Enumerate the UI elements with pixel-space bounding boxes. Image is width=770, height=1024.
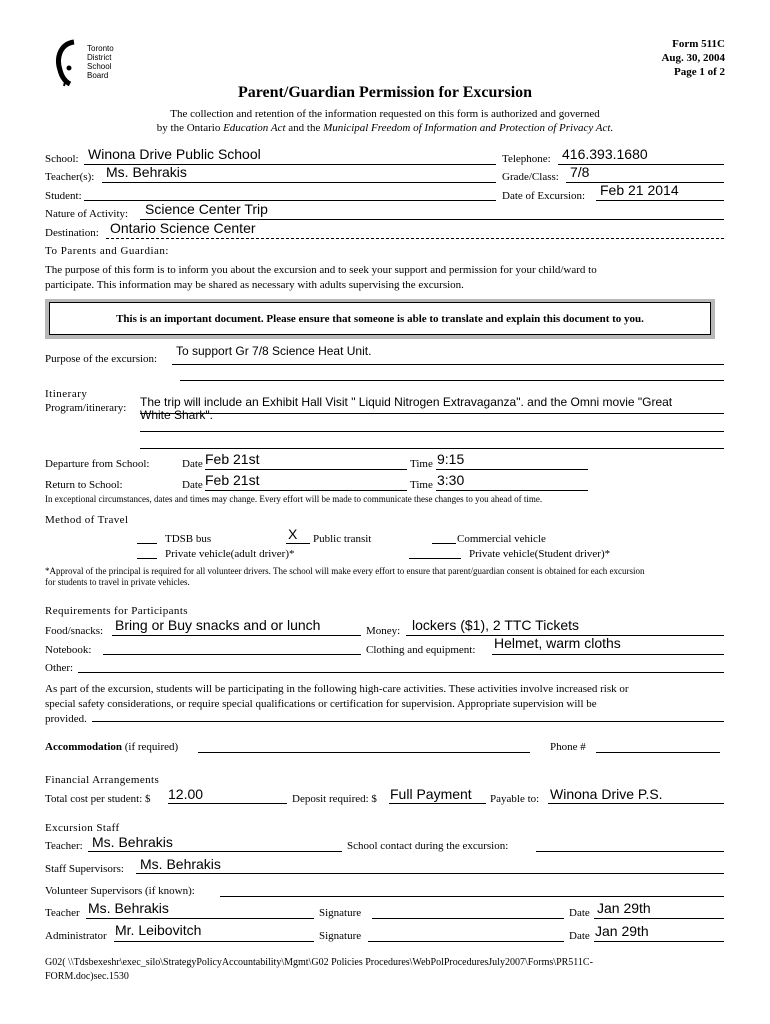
date-label: Date of Excursion: [502, 190, 586, 202]
itinerary-label-2: Program/itinerary: [45, 402, 127, 414]
logo-text: Toronto District School Board [87, 44, 114, 80]
teacher-signature-label: Signature [319, 907, 362, 919]
volunteer-label: Volunteer Supervisors (if known): [45, 885, 195, 897]
supervisors-line [136, 873, 724, 874]
teacher2-label: Teacher [45, 907, 80, 919]
return-time-value[interactable]: 3:30 [437, 472, 465, 488]
financial-heading: Financial Arrangements [45, 774, 160, 786]
food-line [112, 635, 361, 636]
intro-line-1: The collection and retention of the information requested on this form is authorized and governed [170, 108, 600, 120]
admin-value[interactable]: Mr. Leibovitch [115, 922, 202, 938]
public-transit-checkbox[interactable] [286, 543, 310, 544]
departure-date-line [205, 469, 407, 470]
deposit-line [389, 803, 486, 804]
destination-label: Destination: [45, 227, 99, 239]
itinerary-value-1[interactable]: The trip will include an Exhibit Hall Visit " Liquid Nitrogen Extravaganza". and the Omni movie "Great [140, 395, 673, 409]
departure-date-label: Date [182, 458, 203, 470]
public-transit-label: Public transit [313, 533, 372, 545]
travel-note: *Approval of the principal is required for all volunteer drivers. The school will make every effort to ensure that parent/guardian consent is obtained for each excursion for students to travel in private vehicles. [45, 566, 645, 587]
to-parents-heading: To Parents and Guardian: [45, 245, 169, 257]
payable-value[interactable]: Winona Drive P.S. [550, 786, 663, 802]
itinerary-label-1: Itinerary [45, 388, 88, 400]
phone-line[interactable] [596, 752, 720, 753]
destination-value[interactable]: Ontario Science Center [110, 220, 256, 236]
destination-line [106, 238, 724, 239]
admin-line [114, 941, 314, 942]
itinerary-line-3 [140, 448, 724, 449]
total-line [168, 803, 287, 804]
food-label: Food/snacks: [45, 625, 104, 637]
accommodation-line[interactable] [198, 752, 530, 753]
purpose-line-2 [180, 380, 724, 381]
teacher-date-value[interactable]: Jan 29th [597, 900, 651, 916]
payable-label: Payable to: [490, 793, 540, 805]
requirements-heading: Requirements for Participants [45, 605, 188, 617]
return-time-label: Time [410, 479, 433, 491]
school-value[interactable]: Winona Drive Public School [88, 146, 261, 162]
staff-heading: Excursion Staff [45, 822, 120, 834]
supervisors-label: Staff Supervisors: [45, 863, 124, 875]
teachers-line [102, 182, 496, 183]
departure-time-label: Time [410, 458, 433, 470]
purpose-value[interactable]: To support Gr 7/8 Science Heat Unit. [176, 344, 372, 358]
travel-heading: Method of Travel [45, 514, 129, 526]
departure-time-value[interactable]: 9:15 [437, 451, 465, 467]
nature-label: Nature of Activity: [45, 208, 129, 220]
important-notice: This is an important document. Please ensure that someone is able to translate and explain this document to you. [49, 302, 711, 335]
teachers-label: Teacher(s): [45, 171, 95, 183]
notebook-label: Notebook: [45, 644, 92, 656]
contact-label: School contact during the excursion: [347, 840, 509, 852]
return-time-line [436, 490, 588, 491]
tdsb-bus-label: TDSB bus [165, 533, 212, 545]
notebook-line[interactable] [103, 654, 361, 655]
private-student-checkbox[interactable] [409, 558, 461, 559]
teacher-value[interactable]: Ms. Behrakis [92, 834, 173, 850]
tdsb-bus-checkbox[interactable] [137, 543, 157, 544]
purpose-line [172, 364, 724, 365]
page-title: Parent/Guardian Permission for Excursion [237, 84, 533, 101]
admin-date-label: Date [569, 930, 590, 942]
teacher2-line [86, 918, 314, 919]
teacher-date-line [594, 918, 724, 919]
to-parents-text: The purpose of this form is to inform you about the excursion and to seek your support and permission for your child/ward to participate. This information may be shared as necessary with adults supervising the excursion. [45, 264, 597, 291]
private-adult-label: Private vehicle(adult driver)* [165, 548, 295, 560]
admin-signature-line[interactable] [368, 941, 564, 942]
clothing-label: Clothing and equipment: [366, 644, 476, 656]
commercial-label: Commercial vehicle [457, 533, 546, 545]
school-label: School: [45, 153, 79, 165]
other-line[interactable] [78, 672, 724, 673]
phone-label: Phone # [550, 741, 586, 753]
admin-date-line [594, 941, 724, 942]
departure-time-line [436, 469, 588, 470]
intro-line-2: by the Ontario Education Act and the Municipal Freedom of Information and Protection of Privacy Act. [156, 122, 614, 134]
date-value[interactable]: Feb 21 2014 [600, 182, 679, 198]
exceptional-note: In exceptional circumstances, dates and times may change. Every effort will be made to communicate these changes to you ahead of time. [45, 494, 543, 504]
food-value[interactable]: Bring or Buy snacks and or lunch [115, 617, 321, 633]
grade-value[interactable]: 7/8 [570, 164, 590, 180]
admin-label: Administrator [45, 930, 107, 942]
commercial-checkbox[interactable] [432, 543, 456, 544]
teacher2-value[interactable]: Ms. Behrakis [88, 900, 169, 916]
nature-value[interactable]: Science Center Trip [145, 201, 268, 217]
private-student-label: Private vehicle(Student driver)* [469, 548, 611, 560]
volunteer-line[interactable] [220, 896, 724, 897]
itinerary-value-2[interactable]: White Shark". [140, 408, 213, 422]
itinerary-line-2 [140, 431, 724, 432]
other-label: Other: [45, 662, 74, 674]
clothing-line [492, 654, 724, 655]
payable-line [548, 803, 724, 804]
departure-date-value[interactable]: Feb 21st [205, 451, 260, 467]
logo-mark-icon [52, 38, 84, 88]
public-transit-mark: X [288, 526, 298, 542]
telephone-value[interactable]: 416.393.1680 [562, 146, 648, 162]
departure-label: Departure from School: [45, 458, 150, 470]
teachers-value[interactable]: Ms. Behrakis [106, 164, 187, 180]
teacher-signature-line[interactable] [372, 918, 564, 919]
high-care-line[interactable] [92, 721, 724, 722]
return-date-line [205, 490, 407, 491]
total-label: Total cost per student: $ [45, 793, 151, 805]
teacher-line [88, 851, 342, 852]
itinerary-line-1 [140, 413, 724, 414]
deposit-label: Deposit required: $ [292, 793, 377, 805]
student-label: Student: [45, 190, 82, 202]
accommodation-label: Accommodation (if required) [45, 741, 179, 753]
private-adult-checkbox[interactable] [137, 558, 157, 559]
money-value[interactable]: lockers ($1), 2 TTC Tickets [412, 617, 580, 633]
teacher-date-label: Date [569, 907, 590, 919]
return-date-value[interactable]: Feb 21st [205, 472, 260, 488]
return-date-label: Date [182, 479, 203, 491]
contact-line[interactable] [536, 851, 724, 852]
high-care-text: As part of the excursion, students will be participating in the following high-care activities. These activities involve increased risk or special safety considerations, or require special qualifications or certification for supervision. Appropriate supervision will be provided. [45, 683, 629, 725]
admin-date-value[interactable]: Jan 29th [595, 923, 649, 939]
grade-label: Grade/Class: [502, 171, 559, 183]
purpose-label: Purpose of the excursion: [45, 353, 158, 365]
admin-signature-label: Signature [319, 930, 362, 942]
telephone-label: Telephone: [502, 153, 551, 165]
form-meta: Form 511C Aug. 30, 2004 Page 1 of 2 [661, 38, 725, 78]
return-label: Return to School: [45, 479, 123, 491]
footer-path: G02( \\Tdsbexeshr\exec_silo\StrategyPolicyAccountability\Mgmt\G02 Policies Procedures\WebPolProceduresJuly2007\Forms\PR511C- FORM.doc)sec.1530 [45, 957, 593, 982]
supervisors-value[interactable]: Ms. Behrakis [140, 856, 221, 872]
total-value[interactable]: 12.00 [168, 786, 204, 802]
deposit-value[interactable]: Full Payment [390, 786, 472, 802]
clothing-value[interactable]: Helmet, warm cloths [494, 635, 621, 651]
teacher-label: Teacher: [45, 840, 83, 852]
money-label: Money: [366, 625, 401, 637]
date-line [596, 200, 724, 201]
